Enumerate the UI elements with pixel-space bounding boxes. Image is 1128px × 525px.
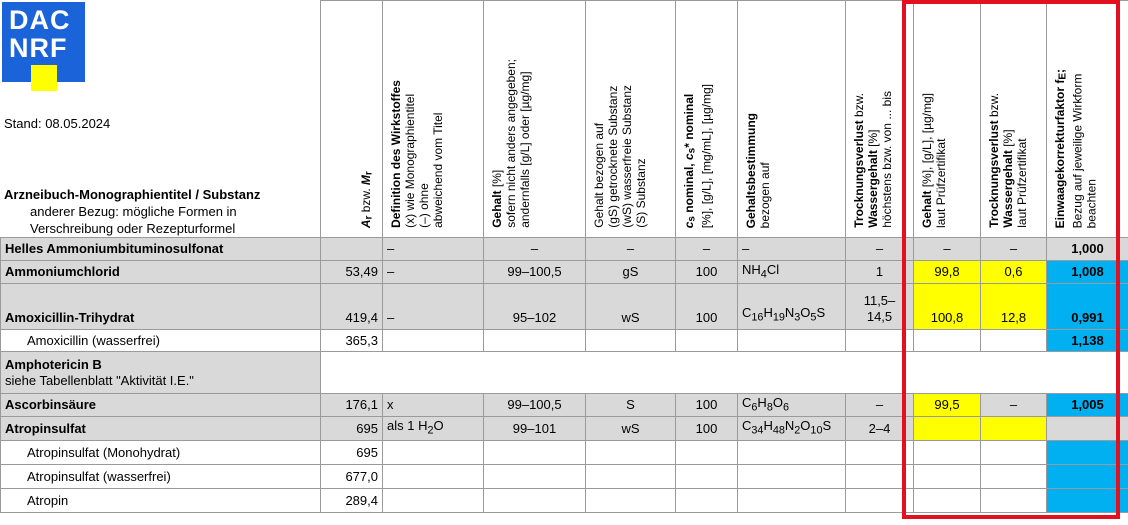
table-row: [1, 330, 1128, 352]
trocknung-pz-cell[interactable]: 12,8: [981, 284, 1047, 330]
bezogen-cell[interactable]: [586, 489, 676, 513]
trocknung-cell[interactable]: –: [846, 238, 914, 261]
mass-cell[interactable]: 695: [321, 441, 383, 465]
bestimmung-cell[interactable]: [738, 489, 846, 513]
trocknung-pz-cell[interactable]: –: [981, 238, 1047, 261]
bezogen-cell[interactable]: [586, 465, 676, 489]
bestimmung-cell[interactable]: [738, 330, 846, 352]
gehalt-cell[interactable]: 99–101: [484, 417, 586, 441]
definition-cell[interactable]: –: [383, 284, 484, 330]
bestimmung-cell[interactable]: $C_6H_8O_6$: [738, 394, 846, 417]
bezogen-cell[interactable]: wS: [586, 284, 676, 330]
trocknung-pz-cell[interactable]: [981, 330, 1047, 352]
definition-cell[interactable]: [383, 489, 484, 513]
header-nominal[interactable]: $c_s$ nominal, $c_s*$ nominal [%], [g/L], [mg/mL], [µg/mg]: [676, 1, 738, 238]
gehalt-cell[interactable]: 99–100,5: [484, 261, 586, 284]
bezogen-cell[interactable]: wS: [586, 417, 676, 441]
nominal-cell[interactable]: 100: [676, 284, 738, 330]
subject-column-header: [4, 186, 260, 237]
definition-cell[interactable]: –: [383, 238, 484, 261]
definition-cell[interactable]: [383, 465, 484, 489]
header-trocknung-pz[interactable]: Trocknungsverlust bzw. Wassergehalt [%] laut Prüfzertifikat: [981, 1, 1047, 238]
gehalt-pz-cell[interactable]: –: [914, 238, 981, 261]
gehalt-cell[interactable]: [484, 465, 586, 489]
substance-name[interactable]: Amphotericin B siehe Tabellenblatt "Aktivität I.E.": [1, 352, 321, 394]
gehalt-pz-cell[interactable]: [914, 441, 981, 465]
trocknung-cell[interactable]: 2–4: [846, 417, 914, 441]
substance-name[interactable]: Atropin: [1, 489, 321, 513]
substance-name[interactable]: Atropinsulfat: [1, 417, 321, 441]
einwaage-cell[interactable]: [1047, 417, 1128, 441]
header-einwaage[interactable]: Einwaagekorrekturfaktor $f_E$; Bezug auf jeweilige Wirkform beachten: [1047, 1, 1128, 238]
einwaage-cell[interactable]: 1,000: [1047, 238, 1128, 261]
bezogen-cell[interactable]: [586, 330, 676, 352]
header-mass[interactable]: $A_r$ bzw. $M_r$: [321, 1, 383, 238]
table-row: [1, 284, 1128, 330]
gehalt-cell[interactable]: –: [484, 238, 586, 261]
mass-cell[interactable]: 419,4: [321, 284, 383, 330]
bezogen-cell[interactable]: –: [586, 238, 676, 261]
gehalt-pz-cell[interactable]: [914, 489, 981, 513]
mass-cell[interactable]: 176,1: [321, 394, 383, 417]
subject-title: Arzneibuch-Monographientitel / Substanz: [4, 187, 261, 202]
trocknung-cell[interactable]: 11,5– 14,5: [846, 284, 914, 330]
table-row: [1, 394, 1128, 417]
einwaage-cell[interactable]: [1047, 465, 1128, 489]
bezogen-cell[interactable]: S: [586, 394, 676, 417]
logo-yellow-square: [31, 65, 57, 91]
subject-subline-2: Verschreibung oder Rezepturformel: [30, 221, 236, 236]
trocknung-cell[interactable]: –: [846, 394, 914, 417]
substance-name[interactable]: Amoxicillin-Trihydrat: [1, 284, 321, 330]
trocknung-cell[interactable]: [846, 465, 914, 489]
definition-cell[interactable]: –: [383, 261, 484, 284]
stand-date: Stand: 08.05.2024: [4, 116, 111, 131]
substance-name[interactable]: Atropinsulfat (wasserfrei): [1, 465, 321, 489]
definition-cell[interactable]: x: [383, 394, 484, 417]
gehalt-cell[interactable]: 99–100,5: [484, 394, 586, 417]
trocknung-cell[interactable]: [846, 330, 914, 352]
mass-cell[interactable]: 695: [321, 417, 383, 441]
table-row: [1, 352, 1128, 394]
gehalt-pz-cell[interactable]: 99,5: [914, 394, 981, 417]
bestimmung-cell[interactable]: –: [738, 238, 846, 261]
definition-cell[interactable]: [383, 330, 484, 352]
bezogen-cell[interactable]: [586, 441, 676, 465]
substance-name[interactable]: Helles Ammoniumbituminosulfonat: [1, 238, 321, 261]
substance-name[interactable]: Atropinsulfat (Monohydrat): [1, 441, 321, 465]
table-row: [1, 238, 1128, 261]
trocknung-cell[interactable]: [846, 441, 914, 465]
header-gehalt-pz[interactable]: Gehalt [%], [g/L], [µg/mg] laut Prüfzertifikat: [914, 1, 981, 238]
nominal-cell[interactable]: 100: [676, 394, 738, 417]
dac-nrf-logo: [2, 2, 85, 82]
trocknung-cell[interactable]: 1: [846, 261, 914, 284]
mass-cell[interactable]: [321, 238, 383, 261]
gehalt-pz-cell[interactable]: 99,8: [914, 261, 981, 284]
trocknung-pz-cell[interactable]: [981, 441, 1047, 465]
bestimmung-cell[interactable]: [738, 441, 846, 465]
trocknung-pz-cell[interactable]: 0,6: [981, 261, 1047, 284]
mass-cell[interactable]: 53,49: [321, 261, 383, 284]
trocknung-pz-cell[interactable]: [981, 417, 1047, 441]
table-row: [1, 261, 1128, 284]
einwaage-cell[interactable]: [1047, 489, 1128, 513]
einwaage-cell[interactable]: 1,138: [1047, 330, 1128, 352]
gehalt-pz-cell[interactable]: [914, 417, 981, 441]
gehalt-pz-cell[interactable]: 100,8: [914, 284, 981, 330]
table-row: [1, 417, 1128, 441]
mass-cell[interactable]: 289,4: [321, 489, 383, 513]
substance-name[interactable]: Ascorbinsäure: [1, 394, 321, 417]
logo-text-dac: DAC: [9, 5, 71, 35]
nominal-cell[interactable]: 100: [676, 261, 738, 284]
header-gehalt[interactable]: Gehalt [%] sofern nicht anders angegeben; andernfalls [g/L] oder [µg/mg]: [484, 1, 586, 238]
trocknung-pz-cell[interactable]: –: [981, 394, 1047, 417]
nominal-cell[interactable]: –: [676, 238, 738, 261]
substance-name[interactable]: Ammoniumchlorid: [1, 261, 321, 284]
trocknung-pz-cell[interactable]: [981, 489, 1047, 513]
gehalt-cell[interactable]: [484, 489, 586, 513]
nominal-cell[interactable]: [676, 441, 738, 465]
logo-text-nrf: NRF: [9, 33, 68, 63]
mass-cell[interactable]: 677,0: [321, 465, 383, 489]
definition-cell[interactable]: als 1 $H_2O$: [383, 417, 484, 441]
header-trocknung[interactable]: Trocknungsverlust bzw. Wassergehalt [%] höchstens bzw. von ... bis: [846, 1, 914, 238]
nominal-cell[interactable]: [676, 330, 738, 352]
bezogen-cell[interactable]: gS: [586, 261, 676, 284]
einwaage-cell[interactable]: 1,005: [1047, 394, 1128, 417]
header-definition[interactable]: Definition des Wirkstoffes (x) wie Monographientitel (–) ohne abweichend vom Titel: [383, 1, 484, 238]
bestimmung-cell[interactable]: $C_{34}H_{48}N_2O_{10}S$: [738, 417, 846, 441]
empty-row-area: [321, 352, 1128, 394]
substance-name[interactable]: Amoxicillin (wasserfrei): [1, 330, 321, 352]
einwaage-cell[interactable]: 1,008: [1047, 261, 1128, 284]
table-row: [1, 489, 1128, 513]
gehalt-cell[interactable]: [484, 330, 586, 352]
definition-cell[interactable]: [383, 441, 484, 465]
header-bestimmung[interactable]: Gehaltsbestimmung bezogen auf: [738, 1, 846, 238]
mass-cell[interactable]: 365,3: [321, 330, 383, 352]
einwaage-cell[interactable]: 0,991: [1047, 284, 1128, 330]
nominal-cell[interactable]: [676, 465, 738, 489]
table-row: [1, 465, 1128, 489]
bestimmung-cell[interactable]: $C_{16}H_{19}N_3O_5S$: [738, 284, 846, 330]
bestimmung-cell[interactable]: [738, 465, 846, 489]
bestimmung-cell[interactable]: $NH_4Cl$: [738, 261, 846, 284]
gehalt-cell[interactable]: [484, 441, 586, 465]
gehalt-pz-cell[interactable]: [914, 465, 981, 489]
nominal-cell[interactable]: 100: [676, 417, 738, 441]
table-row: [1, 441, 1128, 465]
trocknung-pz-cell[interactable]: [981, 465, 1047, 489]
nominal-cell[interactable]: [676, 489, 738, 513]
trocknung-cell[interactable]: [846, 489, 914, 513]
gehalt-cell[interactable]: 95–102: [484, 284, 586, 330]
header-bezogen[interactable]: Gehalt bezogen auf (gS) getrocknete Substanz (wS) wasserfreie Substanz (S) Substanz: [586, 1, 676, 238]
einwaage-cell[interactable]: [1047, 441, 1128, 465]
subject-subline-1: anderer Bezug: mögliche Formen in: [30, 204, 237, 219]
gehalt-pz-cell[interactable]: [914, 330, 981, 352]
